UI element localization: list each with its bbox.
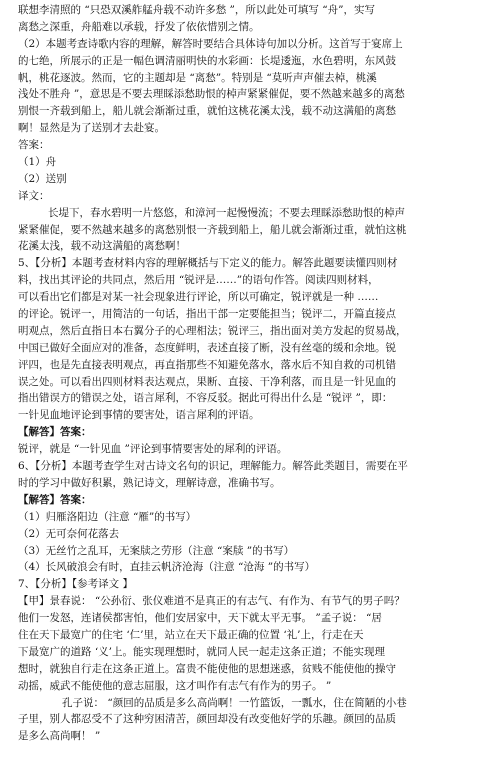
text-line: 料，找出其评论的共同点，然后用 “锐评是……”的语句作答。阅读四则材料，	[18, 274, 379, 287]
text-line: 想时，就独自行走在这条正道上。富贵不能使他的思想迷惑，贫贱不能使他的操守	[18, 662, 396, 675]
text-line: 译文：	[18, 189, 50, 202]
text-line: 住在天下最宽广的住宅 ‘仁’里，站立在天下最正确的位置 ‘礼’上，行走在天	[18, 628, 364, 641]
text-line: 的评论。锐评一，用简洁的一句话，指出干部一定要能担当；锐评二，开篇直接点	[18, 308, 396, 321]
text-line: 明观点，然后直指日本右翼分子的心理相法；锐评三，指出面对美方发起的贸易战，	[18, 324, 407, 337]
text-line: 花溪太浅，载不动这满船的离愁啊！	[18, 240, 186, 253]
text-line: 5、【分析】本题考查材料内容的理解概括与下定义的能力。解答此题要读懂四则材	[18, 257, 398, 270]
text-line: 答案：	[18, 139, 50, 152]
text-line: 浅处不胜舟 ”，意思是不要去理睬添愁助恨的棹声紧紧催促，要不然越来越多的离愁	[18, 88, 405, 101]
text-line: 锐评，就是 “一针见血 ”评论到事情要害处的犀利的评语。	[18, 443, 288, 456]
text-line: 【解答】答案：	[18, 426, 92, 439]
text-line: 可以看出它们都是对某一社会现象进行评论，所以可确定，锐评就是一种 ……	[18, 291, 379, 304]
text-line: （1）舟	[18, 156, 57, 169]
text-line: 长堤下，春水碧明一片悠悠，和漳河一起慢慢流；不要去理睬添愁助恨的棹声	[48, 206, 405, 219]
text-line: 他们一发怒，连诸侯都害怕，他们安居家中，天下就太平无事。 ”孟子说： “居	[18, 612, 382, 625]
text-line: （3）无丝竹之乱耳，无案牍之劳形（注意 “案牍 ”的书写）	[18, 544, 295, 557]
text-line: 动摇，威武不能使他的意志屈服，这才叫作有志气有作为的男子。 ”	[18, 679, 332, 692]
text-line: （2）送别	[18, 172, 67, 185]
text-line: 6、【分析】本题考查学生对古诗文名句的识记，理解能力。解答此类题目，需要在平	[18, 460, 408, 473]
text-line: 一针见血地评论到事情的要害处，语言犀利的评语。	[18, 409, 260, 422]
text-line: 中国已做好全面应对的准备，态度鲜明，表述直接了断，没有丝毫的缓和余地。锐	[18, 341, 396, 354]
text-line: 指出错误方的错误之处，语言犀利，不容反驳。据此可得出什么是 “锐评 ”，即：	[18, 392, 393, 405]
text-line: 别恨一齐载到船上，船儿就会渐渐过重，就怕这桃花溪太浅，载不动这满船的离愁	[18, 105, 396, 118]
text-line: 子里，别人都忍受不了这种穷困清苦，颜回却没有改变他好学的乐趣。颜回的品质	[18, 713, 396, 726]
text-line: 【解答】答案：	[18, 493, 92, 506]
text-line: 紧紧催促，要不然越来越多的离愁别恨一齐载到船上，船儿就会渐渐过重，就怕这桃	[18, 223, 407, 236]
text-line: 【甲】景春说： “公孙衍、张仪难道不是真正的有志气、有作为、有节气的男子吗？	[18, 595, 405, 608]
text-line: 是多么高尚啊！ ”	[18, 730, 101, 743]
text-line: 孔子说： “颜回的品质是多么高尚啊！一竹篮饭，一瓢水，住在简陋的小巷	[62, 696, 407, 709]
text-line: 7、【分析】【参考译文 】	[18, 578, 134, 591]
text-line: 时的学习中做好积累，熟记诗文，理解诗意，准确书写。	[18, 476, 281, 489]
text-line: （2）无可奈何花落去	[18, 527, 120, 540]
text-line: 的七绝，所展示的正是一幅色调清丽明快的水彩画：长堤逶迤，水色碧明，东风鼓	[18, 54, 396, 67]
text-line: （4）长风破浪会有时，直挂云帆济沧海（注意 “沧海 ”的书写）	[18, 561, 316, 574]
text-line: （2）本题考查诗歌内容的理解，解答时要结合具体诗句加以分析。这首写于宴席上	[18, 37, 403, 50]
text-line: 离愁之深重，舟船难以承载，抒发了依依惜别之情。	[18, 20, 260, 33]
text-line: 啊！显然是为了送别才去赴宴。	[18, 122, 165, 135]
text-line: 评四，也是先直接表明观点，再直指那些不知避免落水，落水后不知自救的司机错	[18, 358, 396, 371]
text-line: 误之处。可以看出四则材料表达观点，果断、直接、干净利落，而且是一针见血的	[18, 375, 396, 388]
text-line: （1）归雁洛阳边（注意 “雁”的书写）	[18, 510, 197, 523]
text-line: 帆，桃花逐波。然而，它的主题却是 “离愁”。特别是 “莫听声声催去棹，桃溪	[18, 71, 377, 84]
text-line: 联想李清照的 “只恐双溪舴艋舟载不动许多愁 ”，所以此处可填写 “舟”，实写	[18, 4, 375, 16]
text-line: 下最宽广的道路 ‘义’上。能实现理想时，就同人民一起走这条正道；不能实现理	[18, 645, 386, 658]
